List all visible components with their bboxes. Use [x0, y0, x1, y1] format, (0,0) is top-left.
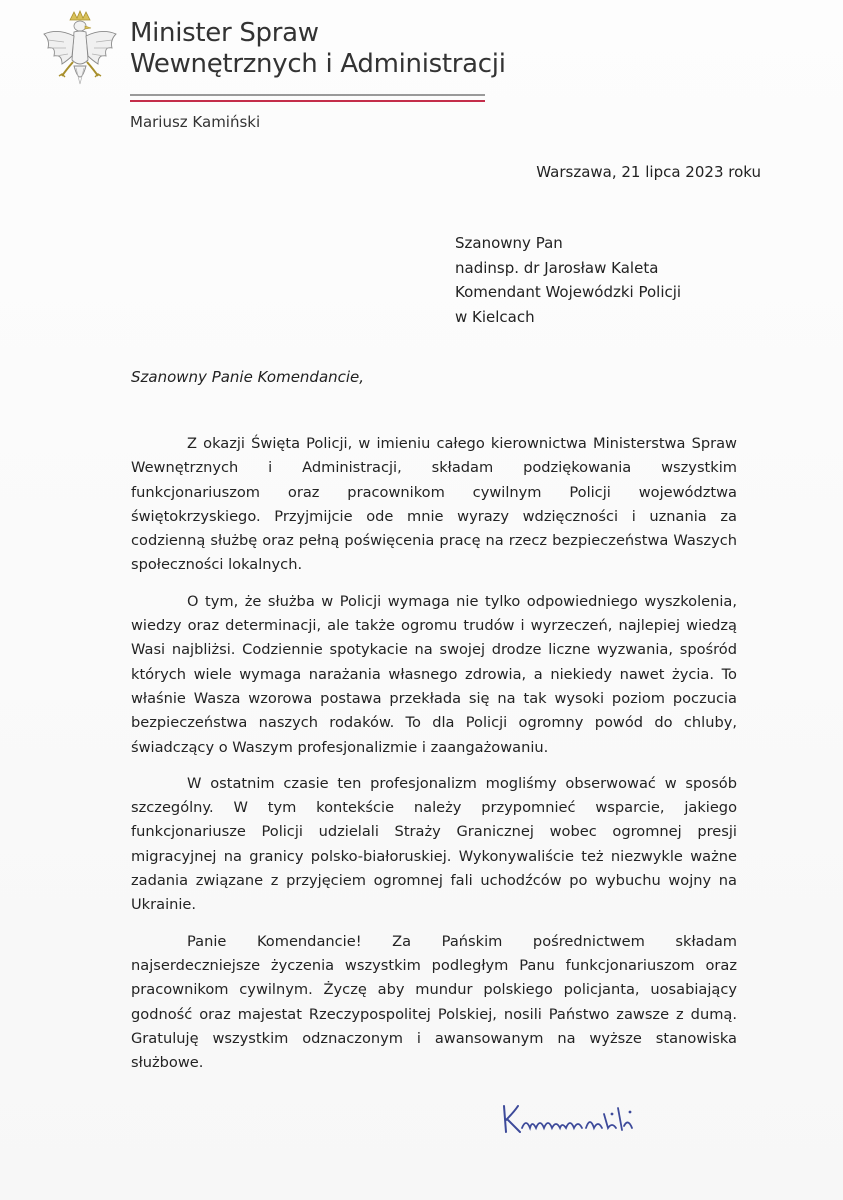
header-rule-red: [130, 100, 485, 102]
minister-name: Mariusz Kamiński: [130, 113, 261, 131]
ministry-title-line1: Minister Spraw: [130, 18, 319, 48]
header-rule: [130, 94, 485, 102]
salutation: Szanowny Panie Komendancie,: [131, 368, 365, 386]
addressee-line: w Kielcach: [455, 307, 535, 326]
header-rule-grey: [130, 94, 485, 96]
white-eagle-emblem-icon: [40, 10, 120, 100]
body-paragraph: W ostatnim czasie ten profesjonalizm mogliśmy obserwować w sposób szczególny. W tym kontekście należy przypomnieć wsparcie, jakiego funkcjonariusze Policji udzielali Straży Granicznej wobec ogromnej presji migracyjnej na granicy polsko-białoruskiej. Wykonywaliście też niezwykle ważne zadania związane z przyjęciem ogromnej fali uchodźców po wybuchu wojny na Ukrainie.: [131, 774, 737, 914]
addressee-line: nadinsp. dr Jarosław Kaleta: [455, 258, 659, 277]
letter-date: Warszawa, 21 lipca 2023 roku: [536, 163, 761, 181]
handwritten-signature-icon: [500, 1098, 660, 1138]
addressee-block: [455, 231, 681, 329]
addressee-line: Komendant Wojewódzki Policji: [455, 283, 682, 301]
ministry-title: [130, 18, 506, 80]
letter-body: [131, 432, 737, 1087]
addressee-line: Szanowny Pan: [455, 234, 563, 252]
body-paragraph: O tym, że służba w Policji wymaga nie tylko odpowiedniego wyszkolenia, wiedzy oraz determinacji, ale także ogromu trudów i wyrzeczeń, najlepiej wiedzą Wasi najbliżsi. Codziennie spotykacie na swojej drodze liczne wyzwania, spośród których wiele wymaga narażania własnego zdrowia, a niekiedy nawet życia. To właśnie Wasza wzorowa postawa przekłada się na tak wysoki poziom poczucia bezpieczeństwa naszych rodaków. To dla Policji ogromny powód do chluby, świadczący o Waszym profesjonalizmie i zaangażowaniu.: [131, 592, 737, 756]
body-paragraph: Panie Komendancie! Za Pańskim pośrednictwem składam najserdeczniejsze życzenia wszystkim podległym Panu funkcjonariuszom oraz pracownikom cywilnym. Życzę aby mundur polskiego policjanta, uosabiający godność oraz majestat Rzeczypospolitej Polskiej, nosili Państwo zawsze z dumą. Gratuluję wszystkim odznaczonym i awansowanym na wyższe stanowiska służbowe.: [131, 932, 737, 1072]
ministry-title-line2: Wewnętrznych i Administracji: [130, 49, 506, 79]
body-paragraph: Z okazji Święta Policji, w imieniu całego kierownictwa Ministerstwa Spraw Wewnętrznych i Administracji, składam podziękowania wszystkim funkcjonariuszom oraz pracownikom cywilnym Policji województwa świętokrzyskiego. Przyjmijcie ode mnie wyrazy wdzięczności i uznania za codzienną służbę oraz pełną poświęcenia pracę na rzecz bezpieczeństwa Waszych społeczności lokalnych.: [131, 435, 737, 574]
